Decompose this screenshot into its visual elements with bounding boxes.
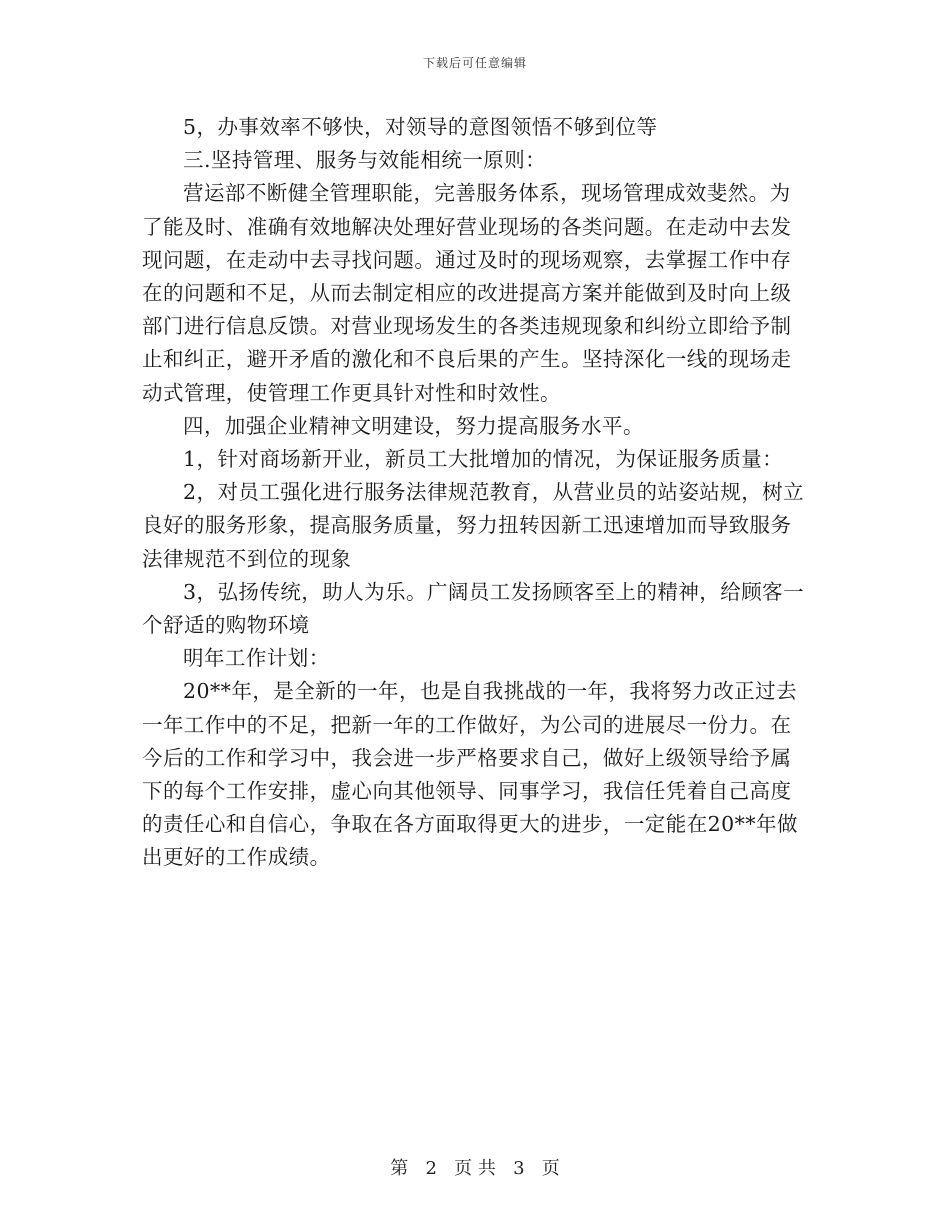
page-header: 下载后可任意编辑: [422, 56, 527, 70]
footer-prefix: 第: [390, 1158, 409, 1179]
paragraph-heading-principle: 三.坚持管理、服务与效能相统一原则：: [183, 148, 547, 173]
paragraph-item-2: 2，对员工强化进行服务法律规范教育，从营业员的站姿站规，树立良好的服务形象，提高服务质量，努力扭转因新工迅速增加而导致服务法律规范不到位的现象: [142, 480, 805, 571]
paragraph-plan: 20**年，是全新的一年，也是自我挑战的一年，我将努力改正过去一年工作中的不足，把新一年的工作做好，为公司的进展尽一份力。在今后的工作和学习中，我会进一步严格要求自己，做好上级领导给予属下的每个工作安排，虚心向其他领导、同事学习，我信任凭着自己高度的责任心和自信心，争取在各方面取得更大的进步，一定能在20**年做出更好的工作成绩。: [142, 679, 798, 870]
page-footer: [0, 1154, 950, 1180]
paragraph-heading-plan: 明年工作计划：: [183, 646, 330, 671]
paragraph-heading-culture: 四，加强企业精神文明建设，努力提高服务水平。: [183, 413, 644, 438]
document-body: [142, 111, 808, 875]
paragraph-item-3: 3，弘扬传统，助人为乐。广阔员工发扬顾客至上的精神，给顾客一个舒适的购物环境: [142, 579, 805, 638]
paragraph-efficiency: 5，办事效率不够快，对领导的意图领悟不够到位等: [183, 115, 658, 139]
footer-current-page: 2: [425, 1158, 437, 1179]
footer-suffix: 页: [541, 1158, 560, 1179]
footer-middle: 页 共: [454, 1158, 496, 1179]
paragraph-item-1: 1，针对商场新开业，新员工大批增加的情况，为保证服务质量：: [183, 447, 784, 472]
paragraph-operations: 营运部不断健全管理职能，完善服务体系，现场管理成效斐然。为了能及时、准确有效地解决处理好营业现场的各类问题。在走动中去发现问题，在走动中去寻找问题。通过及时的现场观察，去掌握工作中存在的问题和不足，从而去制定相应的改进提高方案并能做到及时向上级部门进行信息反馈。对营业现场发生的各类违规现象和纠纷立即给予制止和纠正，避开矛盾的激化和不良后果的产生。坚持深化一线的现场走动式管理，使管理工作更具针对性和时效性。: [142, 181, 792, 405]
footer-total-pages: 3: [513, 1158, 525, 1179]
